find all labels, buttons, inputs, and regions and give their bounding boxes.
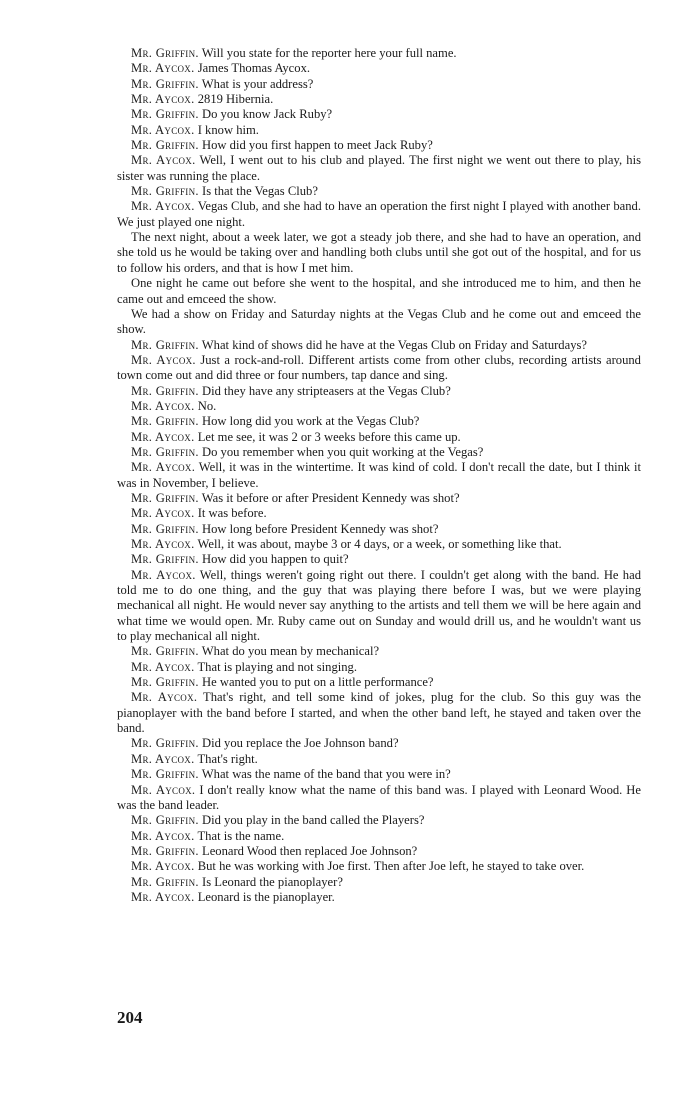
paragraph-text: Well, it was in the wintertime. It was kind of cold. I don't recall the date, but I think it was in November, I believe. [117,460,641,490]
paragraph-text: Well, it was about, maybe 3 or 4 days, or a week, or something like that. [197,537,562,551]
speaker-label: Mr. Griffin. [131,521,199,536]
paragraph [117,813,641,828]
paragraph [117,568,641,645]
paragraph [117,445,641,460]
paragraph [117,107,641,122]
paragraph-text: Is that the Vegas Club? [202,184,318,199]
paragraph-text: How long did you work at the Vegas Club? [202,414,420,429]
paragraph [117,767,641,782]
paragraph [117,675,641,690]
speaker-label: Mr. Griffin. [131,444,199,459]
speaker-label: Mr. Aycox. [131,782,196,797]
paragraph-text: Is Leonard the pianoplayer? [202,874,343,889]
paragraph-text: James Thomas Aycox. [197,61,311,76]
paragraph-text: Let me see, it was 2 or 3 weeks before this came up. [197,429,461,444]
paragraph-text: Leonard Wood then replaced Joe Johnson? [202,843,418,858]
paragraph [117,506,641,521]
paragraph-text: But he was working with Joe first. Then after Joe left, he stayed to take over. [197,859,585,874]
paragraph-text: Did you replace the Joe Johnson band? [202,736,399,751]
paragraph [117,736,641,751]
paragraph [117,844,641,859]
paragraph-text: Well, I went out to his club and played. The first night we went out there to play, his sister was running the place. [117,153,641,183]
speaker-label: Mr. Griffin. [131,736,199,751]
paragraph-text: That is playing and not singing. [197,659,357,674]
paragraph-text: It was before. [197,506,267,521]
paragraph [117,92,641,107]
speaker-label: Mr. Aycox. [131,659,195,674]
paragraph [117,522,641,537]
paragraph-text: What is your address? [201,76,314,91]
paragraph [117,307,641,338]
paragraph [117,384,641,399]
speaker-label: Mr. Aycox. [131,567,196,582]
speaker-label: Mr. Aycox. [131,859,195,874]
paragraph-text: What was the name of the band that you were in? [201,767,451,782]
paragraph [117,77,641,92]
speaker-label: Mr. Griffin. [131,874,199,889]
speaker-label: Mr. Aycox. [131,690,198,705]
speaker-label: Mr. Aycox. [131,429,195,444]
paragraph-text: I know him. [197,122,259,137]
speaker-label: Mr. Aycox. [131,122,195,137]
paragraph [117,199,641,230]
paragraph [117,537,641,552]
paragraph-text: 2819 Hibernia. [197,92,274,107]
paragraph [117,430,641,445]
paragraph [117,829,641,844]
paragraph [117,890,641,905]
speaker-label: Mr. Griffin. [131,337,199,352]
paragraph-text: Leonard is the pianoplayer. [197,889,335,904]
paragraph [117,399,641,414]
paragraph [117,552,641,567]
paragraph-text: Will you state for the reporter here your full name. [201,46,457,60]
speaker-label: Mr. Griffin. [131,414,199,429]
speaker-label: Mr. Aycox. [131,506,195,521]
speaker-label: Mr. Griffin. [131,138,199,153]
paragraph-text: Did they have any stripteasers at the Vegas Club? [202,383,451,398]
speaker-label: Mr. Griffin. [131,552,199,567]
paragraph [117,153,641,184]
paragraph-text: Vegas Club, and she had to have an operation the first night I played with another band. We just played one night. [117,199,641,229]
paragraph [117,752,641,767]
paragraph-text: How did you happen to quit? [202,552,349,567]
speaker-label: Mr. Aycox. [131,61,195,76]
paragraph-text: No. [197,398,217,413]
paragraph-text: How long before President Kennedy was shot? [202,521,439,536]
paragraph-text: What kind of shows did he have at the Vegas Club on Friday and Saturdays? [201,337,587,352]
paragraph-text: That's right. [197,751,258,766]
speaker-label: Mr. Aycox. [131,199,195,214]
paragraph-text: Do you remember when you quit working at the Vegas? [202,444,484,459]
speaker-label: Mr. Aycox. [131,460,196,475]
speaker-label: Mr. Griffin. [131,383,199,398]
paragraph-text: We had a show on Friday and Saturday nights at the Vegas Club and he come out and emceed the show. [117,306,641,337]
paragraph-text: He wanted you to put on a little performance? [202,675,434,690]
paragraph-text: That is the name. [197,828,285,843]
speaker-label: Mr. Griffin. [131,46,199,60]
paragraph [117,783,641,814]
speaker-label: Mr. Aycox. [131,398,195,413]
speaker-label: Mr. Griffin. [131,490,199,505]
paragraph-text: That's right, and tell some kind of jokes, plug for the club. So this guy was the pianoplayer with the band before I started, and when the other band left, he stayed and taken over the band. [117,690,642,736]
transcript-body [117,46,641,905]
paragraph [117,460,641,491]
paragraph-text: Do you know Jack Ruby? [202,107,333,122]
paragraph [117,690,641,736]
paragraph [117,338,641,353]
paragraph [117,859,641,874]
paragraph [117,644,641,659]
paragraph-text: Just a rock-and-roll. Different artists come from other clubs, recording artists around town come out and did three or four numbers, tap dance and sing. [117,352,641,383]
speaker-label: Mr. Griffin. [131,107,199,122]
paragraph [117,46,641,61]
speaker-label: Mr. Aycox. [131,828,195,843]
speaker-label: Mr. Aycox. [131,352,196,367]
paragraph [117,353,641,384]
paragraph-text: What do you mean by mechanical? [201,644,380,659]
speaker-label: Mr. Aycox. [131,537,195,551]
speaker-label: Mr. Griffin. [131,644,199,659]
speaker-label: Mr. Griffin. [131,813,199,828]
paragraph [117,61,641,76]
paragraph-text: I don't really know what the name of this band was. I played with Leonard Wood. He was the band leader. [117,782,641,812]
speaker-label: Mr. Aycox. [131,751,195,766]
paragraph-text: Was it before or after President Kennedy was shot? [201,490,460,505]
paragraph [117,123,641,138]
paragraph [117,414,641,429]
speaker-label: Mr. Griffin. [131,76,199,91]
paragraph-text: How did you first happen to meet Jack Ruby? [202,138,433,153]
paragraph [117,230,641,276]
speaker-label: Mr. Aycox. [131,153,196,168]
speaker-label: Mr. Griffin. [131,675,199,690]
speaker-label: Mr. Griffin. [131,767,199,782]
page-number: 204 [117,1008,143,1027]
speaker-label: Mr. Aycox. [131,92,195,107]
speaker-label: Mr. Aycox. [131,889,195,904]
paragraph-text: Well, things weren't going right out there. I couldn't get along with the band. He had told me to do one thing, and the guy that was playing there before I was, but we were playing mechanical all night. He would never say anything to the artists and tell them we will be here again and what time we would open. Mr. Ruby came out on Sunday and would drill us, and he wouldn't want us to play mechanical all night. [117,567,641,644]
speaker-label: Mr. Griffin. [131,184,199,199]
paragraph-text: Did you play in the band called the Players? [202,813,425,828]
paragraph [117,491,641,506]
paragraph [117,138,641,153]
paragraph [117,660,641,675]
paragraph-text: The next night, about a week later, we got a steady job there, and she had to have an operation, and she told us he would be taking over and handling both clubs until she got out of the hospital, and for us to follow his orders, and that is how I met him. [117,230,641,275]
paragraph [117,276,641,307]
paragraph-text: One night he came out before she went to the hospital, and she introduced me to him, and then he came out and emceed the show. [117,276,641,306]
paragraph [117,875,641,890]
paragraph [117,184,641,199]
speaker-label: Mr. Griffin. [131,843,199,858]
